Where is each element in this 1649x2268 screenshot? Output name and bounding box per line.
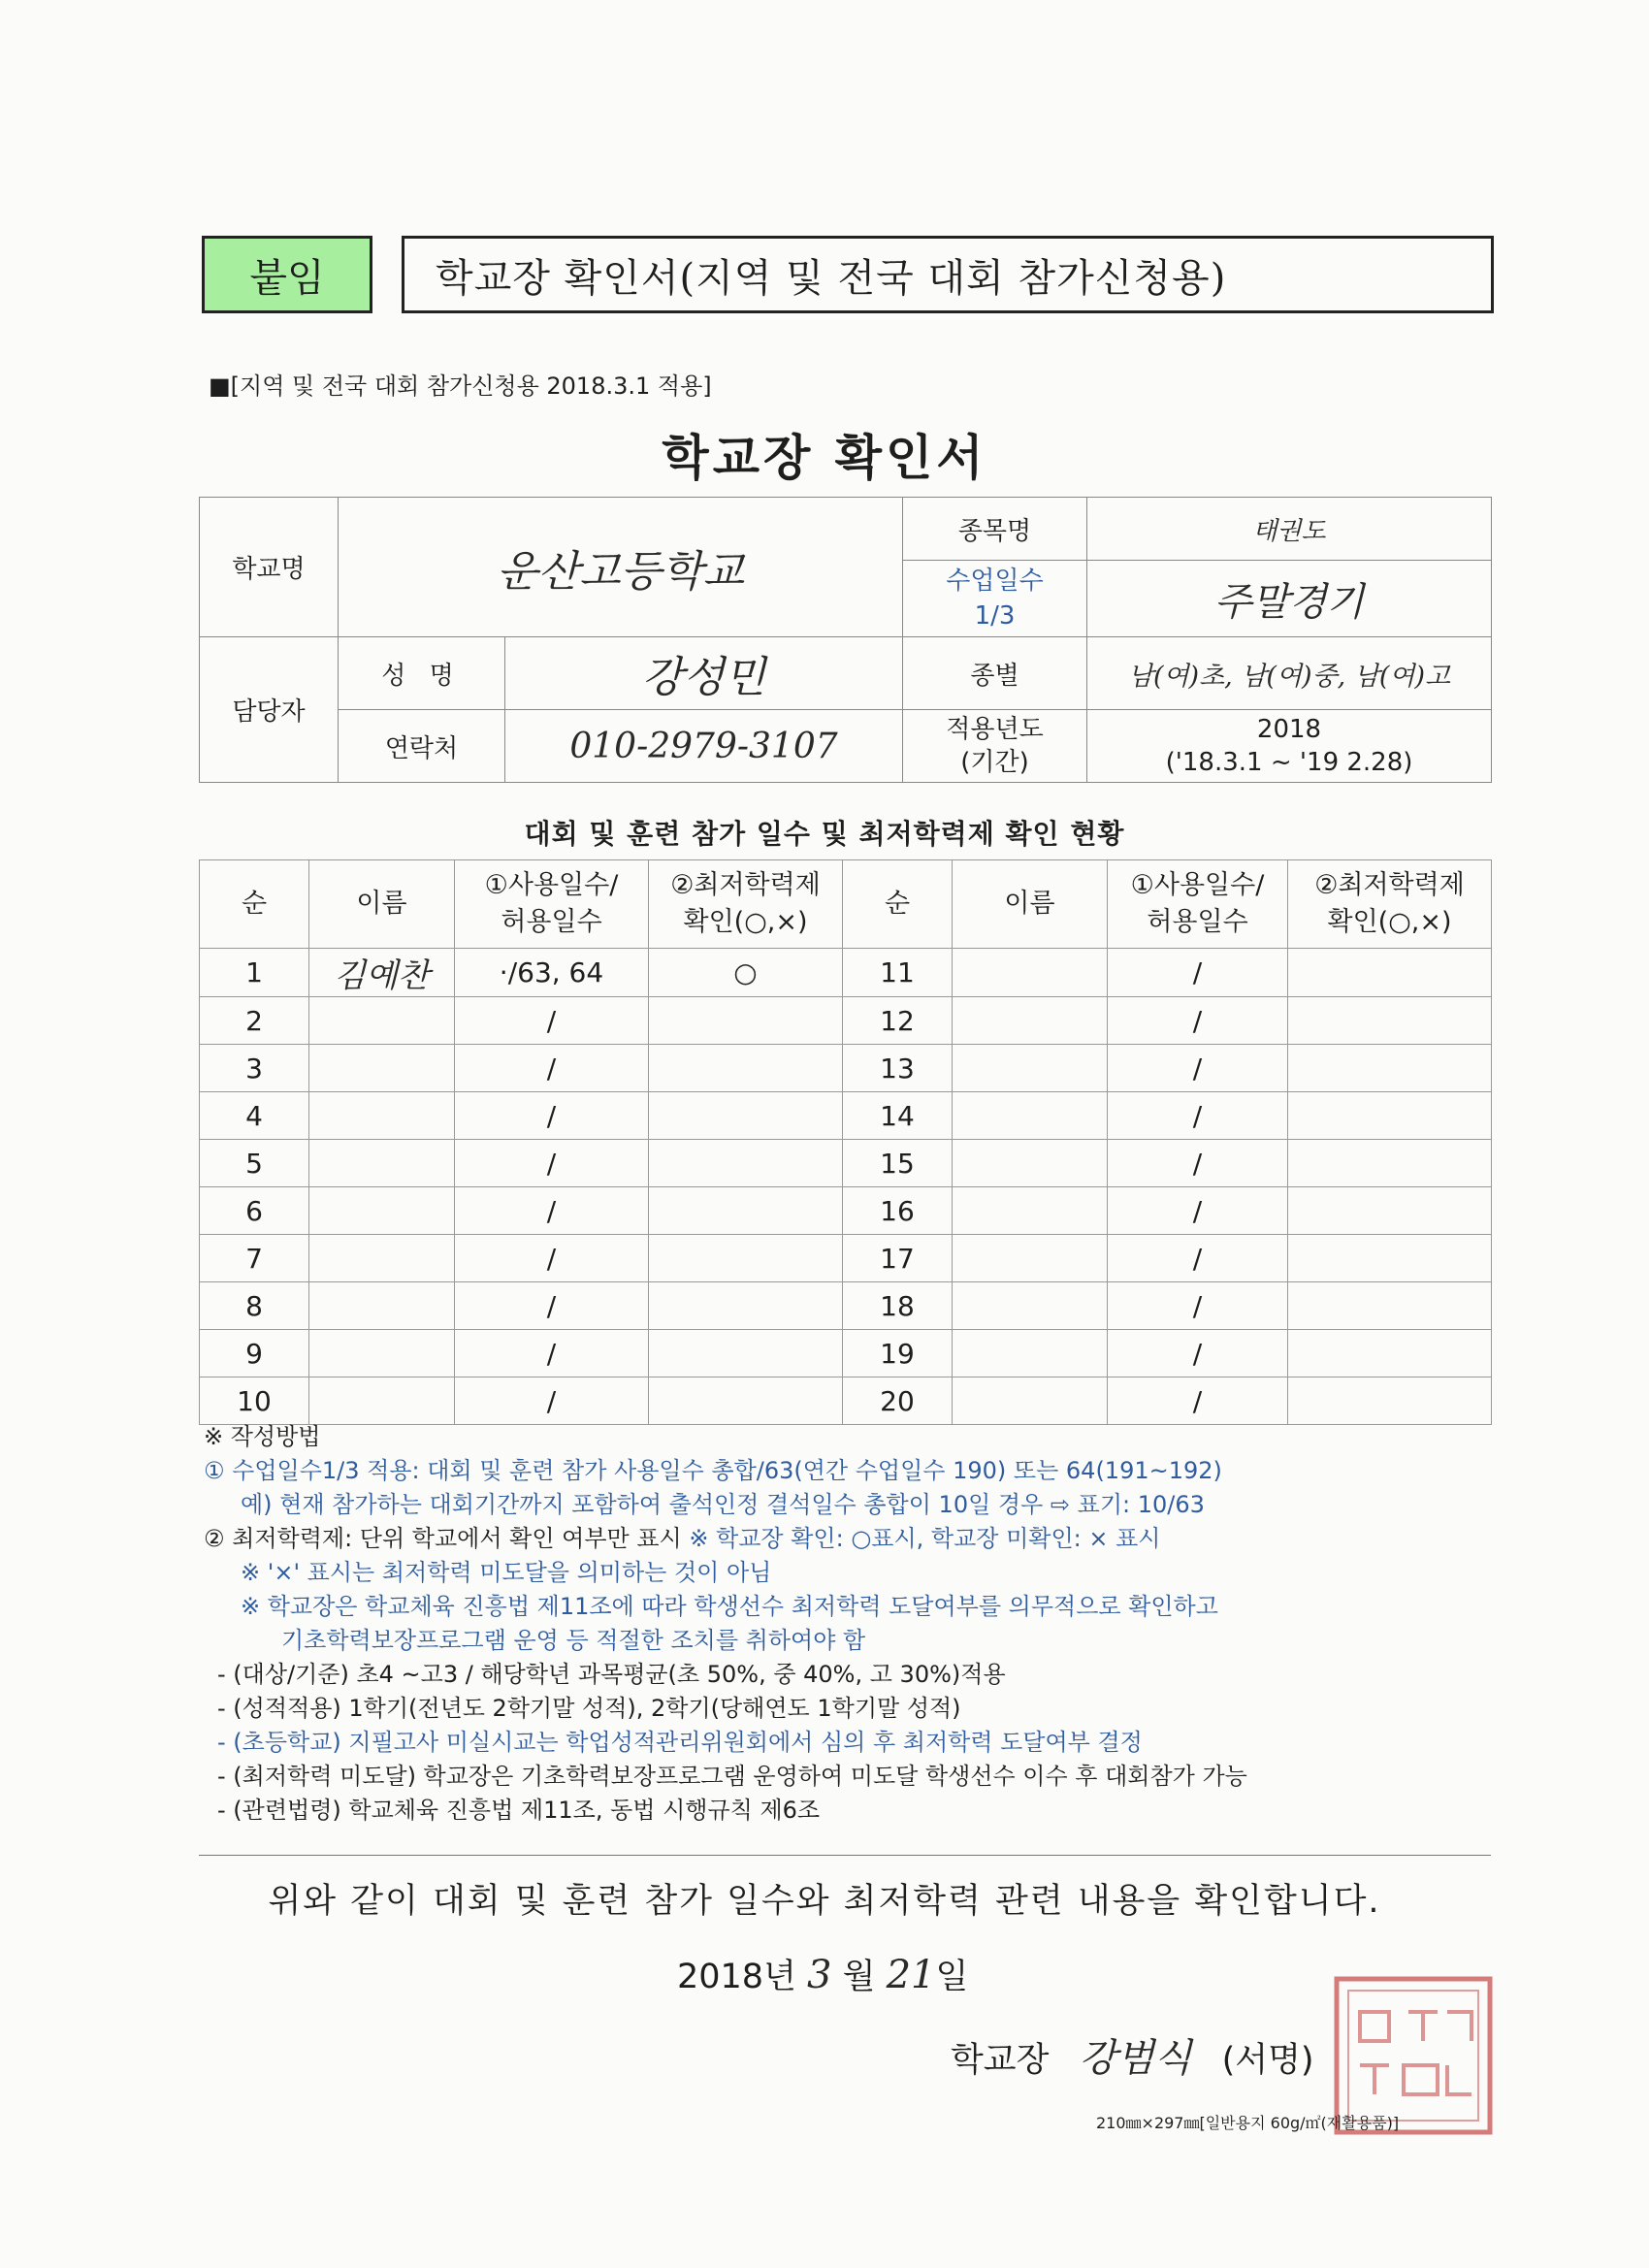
row-days: /: [1108, 1235, 1288, 1282]
year-label: 적용년도 (기간): [903, 710, 1087, 783]
row-days: /: [1108, 997, 1288, 1045]
signing-date: 2018년 3 월 21일: [677, 1953, 969, 1997]
row-no: 12: [843, 997, 953, 1045]
note-1b: 예) 현재 참가하는 대회기간까지 포함하여 출석인정 결석일수 총합이 10일 경우 ⇨ 표기: 10/63: [241, 1491, 1205, 1518]
row-days: /: [1108, 1045, 1288, 1092]
divider: [199, 1855, 1491, 1856]
row-days: /: [455, 1092, 649, 1140]
row-days: /: [1108, 1330, 1288, 1377]
row-name: [309, 1045, 455, 1092]
row-name: 김예찬: [309, 949, 455, 997]
row-name: [953, 1140, 1108, 1187]
row-check: [1288, 1187, 1492, 1235]
row-days: /: [1108, 1092, 1288, 1140]
row-no: 16: [843, 1187, 953, 1235]
col-name: 이름: [309, 860, 455, 949]
row-name: [953, 997, 1108, 1045]
row-days: /: [1108, 1377, 1288, 1425]
detail-3: - (초등학교) 지필고사 미실시교는 학업성적관리위원회에서 심의 후 최저학력 도달여부 결정: [217, 1729, 1143, 1756]
table-row: [200, 1045, 1492, 1092]
detail-2: - (성적적용) 1학기(전년도 2학기말 성적), 2학기(당해연도 1학기말 성적): [217, 1695, 961, 1722]
paper-spec-note: 210㎜×297㎜[일반용지 60g/㎡(재활용품)]: [1096, 2114, 1400, 2132]
row-days: /: [455, 1045, 649, 1092]
row-check: [1288, 1282, 1492, 1330]
row-name: [953, 1045, 1108, 1092]
principal-signature-line: 학교장 강범식 (서명): [951, 2036, 1314, 2081]
row-check: [649, 1330, 843, 1377]
col-days: ①사용일수/ 허용일수: [1108, 860, 1288, 949]
detail-5: - (관련법령) 학교체육 진흥법 제11조, 동법 시행규칙 제6조: [217, 1797, 821, 1824]
row-no: 14: [843, 1092, 953, 1140]
row-check: [1288, 1377, 1492, 1425]
row-check: [649, 1045, 843, 1092]
row-days: /: [1108, 949, 1288, 997]
row-check: [1288, 1330, 1492, 1377]
row-name: [309, 997, 455, 1045]
table-header-row: [200, 860, 1492, 949]
row-check: [1288, 1045, 1492, 1092]
gender-value: 남(여)초, 남(여)중, 남(여)고: [1087, 637, 1492, 710]
row-name: [309, 1377, 455, 1425]
gender-label: 종별: [903, 637, 1087, 710]
year-value: 2018 ('18.3.1 ~ '19 2.28): [1087, 710, 1492, 783]
row-name: [309, 1282, 455, 1330]
confirmation-statement: 위와 같이 대회 및 훈련 참가 일수와 최저학력 관련 내용을 확인합니다.: [268, 1882, 1381, 1921]
row-name: [953, 1330, 1108, 1377]
col-no: 순: [200, 860, 309, 949]
row-no: 7: [200, 1235, 309, 1282]
row-name: [953, 1235, 1108, 1282]
row-days: /: [455, 1282, 649, 1330]
name-label: 성 명: [339, 637, 505, 710]
table-row: [200, 1235, 1492, 1282]
row-no: 18: [843, 1282, 953, 1330]
row-no: 5: [200, 1140, 309, 1187]
row-name: [309, 1092, 455, 1140]
row-no: 10: [200, 1377, 309, 1425]
col-check: ②최저학력제 확인(○,×): [649, 860, 843, 949]
row-no: 1: [200, 949, 309, 997]
participants-table: [199, 859, 1492, 1425]
col-no: 순: [843, 860, 953, 949]
attachment-tag: 붙임: [202, 236, 372, 313]
row-days: /: [1108, 1282, 1288, 1330]
row-check: [649, 1235, 843, 1282]
school-name-value: 운산고등학교: [339, 498, 903, 637]
detail-4: - (최저학력 미도달) 학교장은 기초학력보장프로그램 운영하여 미도달 학생선수 이수 후 대회참가 가능: [217, 1763, 1247, 1790]
row-name: [309, 1235, 455, 1282]
event-label: 종목명: [903, 498, 1087, 561]
row-check: [1288, 1092, 1492, 1140]
contact-label: 연락처: [339, 710, 505, 783]
row-days: /: [455, 1235, 649, 1282]
row-check: [649, 1140, 843, 1187]
table-row: [200, 1092, 1492, 1140]
document-title-box: 학교장 확인서(지역 및 전국 대회 참가신청용): [402, 236, 1494, 313]
row-name: [953, 949, 1108, 997]
row-check: [649, 1187, 843, 1235]
row-check: [1288, 949, 1492, 997]
school-label: 학교명: [200, 498, 339, 637]
row-name: [953, 1377, 1108, 1425]
row-no: 4: [200, 1092, 309, 1140]
row-name: [953, 1282, 1108, 1330]
contact-value: 010-2979-3107: [505, 710, 903, 783]
table-row: [200, 1282, 1492, 1330]
row-no: 15: [843, 1140, 953, 1187]
row-no: 17: [843, 1235, 953, 1282]
event-value: 태권도: [1087, 498, 1492, 561]
col-days: ①사용일수/ 허용일수: [455, 860, 649, 949]
row-no: 13: [843, 1045, 953, 1092]
row-no: 6: [200, 1187, 309, 1235]
row-days: ·/63, 64: [455, 949, 649, 997]
instructions-heading: ※ 작성방법: [204, 1423, 321, 1450]
detail-1: - (대상/기준) 초4 ~고3 / 해당학년 과목평균(초 50%, 중 40%, 고 30%)적용: [217, 1661, 1006, 1688]
row-name: [953, 1092, 1108, 1140]
row-no: 11: [843, 949, 953, 997]
row-no: 20: [843, 1377, 953, 1425]
table-row: [200, 1140, 1492, 1187]
row-check: [1288, 997, 1492, 1045]
row-days: /: [455, 1330, 649, 1377]
row-name: [309, 1140, 455, 1187]
instructions: [204, 1420, 1494, 1828]
note-2c: ※ 학교장은 학교체육 진흥법 제11조에 따라 학생선수 최저학력 도달여부를 의무적으로 확인하고: [241, 1593, 1218, 1620]
row-name: [309, 1187, 455, 1235]
signature: 강범식: [1079, 2036, 1192, 2081]
row-days: /: [455, 1140, 649, 1187]
row-no: 2: [200, 997, 309, 1045]
table-row: [200, 1330, 1492, 1377]
row-no: 3: [200, 1045, 309, 1092]
table-row: [200, 1377, 1492, 1425]
row-check: [649, 1282, 843, 1330]
row-check: [649, 1092, 843, 1140]
row-days: /: [455, 997, 649, 1045]
row-check: [649, 1377, 843, 1425]
row-days: /: [1108, 1140, 1288, 1187]
applicability-note: ■[지역 및 전국 대회 참가신청용 2018.3.1 적용]: [209, 373, 712, 400]
note-2d: 기초학력보장프로그램 운영 등 적절한 조치를 취하여야 함: [281, 1627, 866, 1654]
note-2b: ※ '×' 표시는 최저학력 미도달을 의미하는 것이 아님: [241, 1559, 772, 1586]
row-check: ○: [649, 949, 843, 997]
row-check: [1288, 1235, 1492, 1282]
row-no: 8: [200, 1282, 309, 1330]
school-days-label: 수업일수 1/3: [903, 561, 1087, 637]
row-days: /: [1108, 1187, 1288, 1235]
row-name: [953, 1187, 1108, 1235]
row-name: [309, 1330, 455, 1377]
row-no: 19: [843, 1330, 953, 1377]
row-days: /: [455, 1377, 649, 1425]
col-name: 이름: [953, 860, 1108, 949]
school-days-value: 주말경기: [1087, 561, 1492, 637]
table-row: [200, 949, 1492, 997]
page-title: 학교장 확인서: [662, 430, 987, 486]
col-check: ②최저학력제 확인(○,×): [1288, 860, 1492, 949]
manager-label: 담당자: [200, 637, 339, 783]
section-title: 대회 및 훈련 참가 일수 및 최저학력제 확인 현황: [524, 818, 1125, 850]
row-check: [649, 997, 843, 1045]
row-no: 9: [200, 1330, 309, 1377]
table-row: [200, 1187, 1492, 1235]
note-1a: ① 수업일수1/3 적용: 대회 및 훈련 참가 사용일수 총합/63(연간 수업일수 190) 또는 64(191~192): [204, 1457, 1222, 1484]
manager-name-value: 강성민: [505, 637, 903, 710]
note-2a: ② 최저학력제: 단위 학교에서 확인 여부만 표시 ※ 학교장 확인: ○표시, 학교장 미확인: × 표시: [204, 1525, 1161, 1552]
row-days: /: [455, 1187, 649, 1235]
row-check: [1288, 1140, 1492, 1187]
table-row: [200, 997, 1492, 1045]
school-info-table: [199, 497, 1492, 783]
